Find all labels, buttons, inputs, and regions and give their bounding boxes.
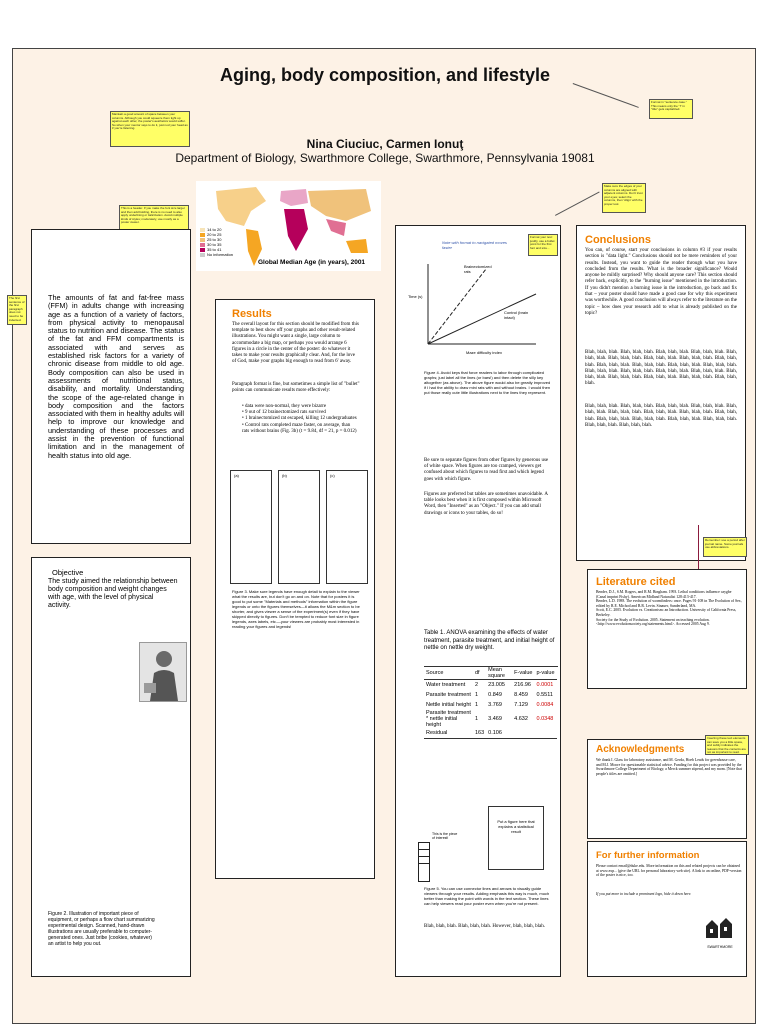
literature-heading: Literature cited xyxy=(596,576,676,588)
table-row xyxy=(424,700,557,710)
legend-swatch xyxy=(200,238,205,242)
table-cell: 216.96 xyxy=(514,682,531,688)
table-cell: 0.849 xyxy=(488,692,502,698)
acknowledgments-heading: Acknowledgments xyxy=(596,744,685,755)
table-header: Source xyxy=(426,670,444,676)
apparatus-label: This is the piece of interest! xyxy=(432,832,458,840)
figure5-caption: Figure 5. You can use connector lines and arrows to visually guide viewers through your results. Adding emphasis this way is much, much better than making the point with words in the text section. These lines can help viewers read your poster even when you're not present. xyxy=(424,886,550,906)
bullet-text: data were non-normal, they were bizarre xyxy=(245,404,327,409)
anova-table xyxy=(424,667,557,739)
department: Department of Biology, Swarthmore College, Swarthmore, Pennsylvania 19081 xyxy=(175,151,595,165)
figure4-caption: Figure 4. Avoid keys that force readers to labor through complicated graphs; just label all the lines (or bars!) and then delete the silly key altogether (as above). The above figure would also be greatly improved if I had the ability to draw mini rats with and without brains. I would then put those really cute little illustrations next to the lines they represent. xyxy=(424,370,551,395)
table-cell: Residual xyxy=(426,730,448,736)
line-label-control: Control (brain intact) xyxy=(504,310,529,320)
table-cell: 2 xyxy=(474,682,479,688)
authors: Nina Ciuciuc, Carmen Ionuţ xyxy=(306,137,464,151)
graph-title: Note with format to navigated moves faster xyxy=(442,240,507,250)
table-cell xyxy=(534,728,556,739)
table-cell: 1 xyxy=(474,702,479,708)
conclusions-paragraph-1: You can, of course, start your conclusions in column #3 if your results section is "data light." Conclusions should not be mere reminders of your results. Instead, you want to guide the reader through what you have concluded from the results. What is the broader significance? Would anyone be mildly surprised? Why should anyone care? This section should refer back, explicitly, to the "burning issue" mentioned in the introduction. If you didn't mention a burning issue in the introduction, go back and fix that – your poster should have made a good case for why this experiment was worthwhile. A good conclusion will always refer to the literature on the topic – how does your research add to what is already published on the topic? xyxy=(585,248,737,316)
bullet-text: 1 brainectomized rat escaped, killing 12 undergraduates xyxy=(245,416,357,422)
table-cell: Water treatment xyxy=(426,682,466,688)
placeholder-text: Put a figure here that explains a statistical result xyxy=(497,819,535,834)
equipment-photo xyxy=(139,642,187,702)
table-cell: Parasite treatment * nettle initial height xyxy=(426,710,471,728)
map-caption: Global Median Age (in years), 2001 xyxy=(258,259,366,266)
note-first-sentence: The first sentence of the first paragraph does not need to be indented. xyxy=(7,295,27,325)
connector-line xyxy=(573,83,639,108)
acknowledgments-text: We thank I. Glass for laboratory assistance, and M. Gerda, Hoeb Leads for greenhouse care, and M.J. Moore for questionable statistical advice. Funding for this project was provided by the Swarthmore College Department of Biology, a Merck summer stipend, and my mom. [Note that people's titles are omitted.] xyxy=(596,758,742,776)
objective-text: The study aimed the relationship between body composition and weight changes with age, with the level of physical activity. xyxy=(48,578,178,609)
literature-box xyxy=(587,569,747,689)
bullet-item: • data were non-normal, they were bizarre xyxy=(242,404,327,409)
table-cell: 3.469 xyxy=(488,716,502,722)
table-cell: 3.769 xyxy=(488,702,502,708)
world-map-graphic xyxy=(196,181,381,271)
table-cell: 163 xyxy=(474,730,485,736)
table-cell: Parasite treatment xyxy=(426,692,471,698)
photo-graphic xyxy=(140,643,186,701)
closing-text: Blah, blah, blah. Blah, blah, blah. However, blah, blah, blah. xyxy=(424,924,546,929)
apparatus-segment xyxy=(419,850,429,857)
bullet-text: 9 out of 12 brainectomized rats survived xyxy=(245,410,326,416)
table-cell: 7.129 xyxy=(514,702,528,708)
logo-hint: If you put more to include a prominent logo, hide it down here. xyxy=(596,892,692,896)
conclusions-heading: Conclusions xyxy=(585,234,652,246)
median-age-map xyxy=(196,181,381,271)
results-paragraph-2: Paragraph format is fine, but sometimes a simple list of "bullet" points can communicate results more effectively: xyxy=(232,382,360,394)
note-font: Format in "sentence case." This means only the "I" in "title" gets capitalized. xyxy=(649,99,693,119)
table-header-row xyxy=(424,667,557,680)
table-header: p-value xyxy=(536,670,555,676)
panel-c xyxy=(326,470,368,584)
objective-box xyxy=(31,557,191,977)
table-cell: 0.0001 xyxy=(536,682,554,688)
table-cell: 1 xyxy=(474,716,479,722)
table-row xyxy=(424,710,557,728)
college-logo-graphic xyxy=(704,914,736,940)
legend-swatch xyxy=(200,253,205,257)
further-info-heading: For further information xyxy=(596,850,700,861)
bullet-item: • 9 out of 12 brainectomized rats survived xyxy=(242,410,326,416)
legend-item xyxy=(200,252,242,257)
legend-label: No information xyxy=(207,252,234,257)
legend-swatch xyxy=(200,233,205,237)
table-header: F-value xyxy=(514,670,533,676)
results-box xyxy=(215,299,375,879)
poster-title: Aging, body composition, and lifestyle xyxy=(219,65,551,85)
legend-label: 14 to 20 xyxy=(207,227,222,232)
college-logo xyxy=(704,914,736,949)
references-list xyxy=(596,590,742,627)
legend-swatch xyxy=(200,228,205,232)
results-paragraph-1: The overall layout for this section should be modified from this template to best show off your graphs and other result-related illustrations. You might want a single, large column to accommodate a big map, or perhaps you would arrange 6 figures in a circle in the center of the poster: do whatever it takes to make your results graphically clear. And, for the love of God, make your graphs big enough to read from 6' away. xyxy=(232,322,359,365)
note-acknowledgments: Inserting these text elements can save you a little space, and subtly indicates the reasons that the contents are not as important to read. xyxy=(705,735,749,755)
apparatus-segment xyxy=(419,857,429,864)
table-cell: 0.0348 xyxy=(536,716,554,722)
note-citation: Remember: use a period after journal name. Some journals use abbreviations. xyxy=(703,537,747,557)
bullet-item: • 1 brainectomized rat escaped, killing 12 undergraduates xyxy=(242,416,357,422)
middle-paragraph-1: Be sure to separate figures from other figures by generous use of white space. When figures are too cramped, viewers get confused about which figures to read first and which legend goes with which figure. xyxy=(424,458,549,482)
poster xyxy=(9,48,756,1024)
table-row xyxy=(424,690,557,700)
legend-label: 20 to 25 xyxy=(207,232,222,237)
bullet-item: • Control rats completed maze faster, on average, than rats without brains (Fig. 3b) (t = 9.84, df = 21, p = 0.012) xyxy=(242,422,357,434)
series-line-brainectomized xyxy=(428,269,486,344)
legend-label: 30 to 35 xyxy=(207,242,222,247)
line-label-brainectomized: Brainectomized rats xyxy=(464,264,492,274)
conclusions-paragraph-3: Blah, blah, blah. Blah, blah, blah. Blah, blah, blah. Blah, blah, blah. Blah, blah, blah. Blah, blah, blah. Blah, blah, blah. Blah, blah, blah. Blah, blah, blah. Blah, blah, blah. Blah, blah, blah. Blah, blah, blah. Blah, blah, blah. Blah, blah, blah. Blah, blah, blah. xyxy=(585,404,737,428)
bullet-text: Control rats completed maze faster, on average, than rats without brains (Fig. 3b) (t = 9.84, df = 21, p = 0.012) xyxy=(242,422,357,434)
table-cell: 1 xyxy=(474,692,479,698)
graph-xlabel: Maze difficulty index xyxy=(466,350,502,355)
reference-item: Bender, D.J., S.M. Rogers, and R.M. Bingham. 1993. Lethal conditions influence caygbe (Canal imprint Fishy). American Midland Naturalist 128:413-417. xyxy=(596,590,732,599)
results-bullets xyxy=(242,404,358,435)
apparatus-segment xyxy=(419,843,429,850)
table-header: df xyxy=(474,670,480,676)
table-row xyxy=(424,680,557,691)
legend-swatch xyxy=(200,248,205,252)
table1-title: Table 1. ANOVA examining the effects of water treatment, parasite treatment, and initial height of nettle on nettle dry weight. xyxy=(424,630,555,651)
introduction-text: The amounts of fat and fat-free mass (FFM) in adults change with increasing age as a function of a variety of factors, from physical activity to menopausal status to nutrition and disease. The status of the fat and FFM compartments is associated with and serves as established risk factors for a variety of chronic disease from middle to old age. Body composition can also be used in assessments of nutritional status, disability, and mortality. Understanding the scope of the age-related change in body composition and the factors associated with them in healthy adults will help to improve our knowledge and understanding of these processes and assist in the prevention of functional limitation and in the management of health status into old age. xyxy=(48,293,184,460)
table-cell: Nettle initial height xyxy=(426,702,471,708)
objective-heading: Objective xyxy=(52,568,84,577)
college-logo-text: SWARTHMORE xyxy=(707,945,733,949)
reference-item: Bender, L.D. 1988. The evolution of wormfinders: once. Pages 91-108 in The Evolution of Sex, edited by R.E. Michod and B.R. Levin. Sinauer, Sunderland, MA. xyxy=(596,599,742,608)
figure2-caption: Figure 2. Illustration of important piece of equipment, or perhaps a flow chart summarizing experimental design. Scanned, hand-drawn illustrations are usually preferable to computer-generated ones. Just bribe (cookies, whatever) an artist to help you out. xyxy=(48,911,155,947)
table-cell: 8.459 xyxy=(514,692,528,698)
further-info-text: Please contact email@duke.edu. More information on this and related projects can be obtained at www.exp... (give the URL for personal laboratory web site). A link to an online, PDF-version of the poster is nice, too. xyxy=(596,864,742,878)
figure3-caption: Figure 3. Make sure legends have enough detail to explain to the viewer what the results are, but don't go on and on. Note that for posters it is good to put some "Materials and methods" information within the figure legends or onto the figures themselves—it allows the M&m section to be shorter, and gives viewer a sense of the experiment(s) even if they have skipped directly to figures. Don't be tempted to reduce font size in figure legends, axes labels, etc.—your viewers are probably most interested in reading your figures and legends! xyxy=(232,589,360,629)
conclusions-paragraph-2: Blah, blah, blah. Blah, blah, blah. Blah, blah, blah. Blah, blah, blah. Blah, blah, blah. Blah, blah, blah. Blah, blah, blah. Blah, blah, blah. Blah, blah, blah. Blah, blah, blah. Blah, blah, blah. Blah, blah, blah. Blah, blah, blah. Blah, blah, blah. Blah, blah, blah. Blah, blah, blah. Blah, blah, blah. Blah, blah, blah. Blah, blah, blah. Blah, blah, blah. Blah, blah, blah. Blah, blah, blah. xyxy=(585,350,737,387)
note-format: Format your text: justify, use a bullet point for the first font and size... xyxy=(528,234,558,256)
reference-item: Society for the Study of Evolution. 2005. Statement on teaching evolution. <http://www.evolutionsociety.org/statements.html>. Accessed 2005 Aug 9. xyxy=(596,617,710,627)
panel-a xyxy=(230,470,272,584)
results-heading: Results xyxy=(232,308,272,320)
anova-table-wrapper xyxy=(424,666,558,739)
table-cell: 0.5511 xyxy=(536,692,553,698)
conclusions-box xyxy=(576,225,746,561)
note-edges: Make sure the edges of your columns are aligned with adjacent columns. Don't trust your eyes; select the columns, then 'Align' with the proper tool. xyxy=(602,183,646,213)
panel-b-label: (b) xyxy=(282,473,287,478)
table-cell xyxy=(512,728,534,739)
legend-swatch xyxy=(200,243,205,247)
statistical-figure-placeholder xyxy=(488,806,544,870)
panel-a-label: (a) xyxy=(234,473,239,478)
graph-ylabel: Time (s) xyxy=(408,294,423,299)
table-cell: 23.005 xyxy=(488,682,505,688)
table-header: Mean square xyxy=(488,667,505,679)
introduction-box xyxy=(31,229,191,544)
table-cell: 4.632 xyxy=(514,716,528,722)
middle-paragraph-2: Figures are preferred but tables are sometimes unavoidable. A table looks best when it is first composed within Microsoft Word, then "Inserted" as an "Object." If you can add small drawings or icons to your tables, do so! xyxy=(424,492,548,516)
panel-c-label: (c) xyxy=(330,473,335,478)
map-legend xyxy=(200,227,242,257)
apparatus-drawing xyxy=(418,842,430,882)
connector-line xyxy=(555,192,600,216)
table-cell: 0.0084 xyxy=(536,702,554,708)
table-row xyxy=(424,728,557,739)
table-cell: 0.106 xyxy=(488,730,502,736)
middle-column-box xyxy=(395,225,561,977)
note-header: This is a header. If you make the font size larger and then add bolding, there is no need to also apply underlining or italicization. Avoid multiple kinds of styles; moderately, use mostly as a poster viewer. xyxy=(119,205,189,235)
panel-b xyxy=(278,470,320,584)
legend-label: 25 to 30 xyxy=(207,237,222,242)
reference-item: Scott, E.C. 2005. Evolution vs. Creationism: an Introduction. University of California Press, Berkeley. xyxy=(596,608,737,617)
legend-label: 35 to 41 xyxy=(207,247,222,252)
further-info-box xyxy=(587,841,747,977)
note-space: Maintain a good amount of space between your columns. Although you could squeeze them tight up against each other, the poster's aesthetics would suffer. So when your mentor says to do it, just nod your head as if you're listening. xyxy=(110,111,190,147)
